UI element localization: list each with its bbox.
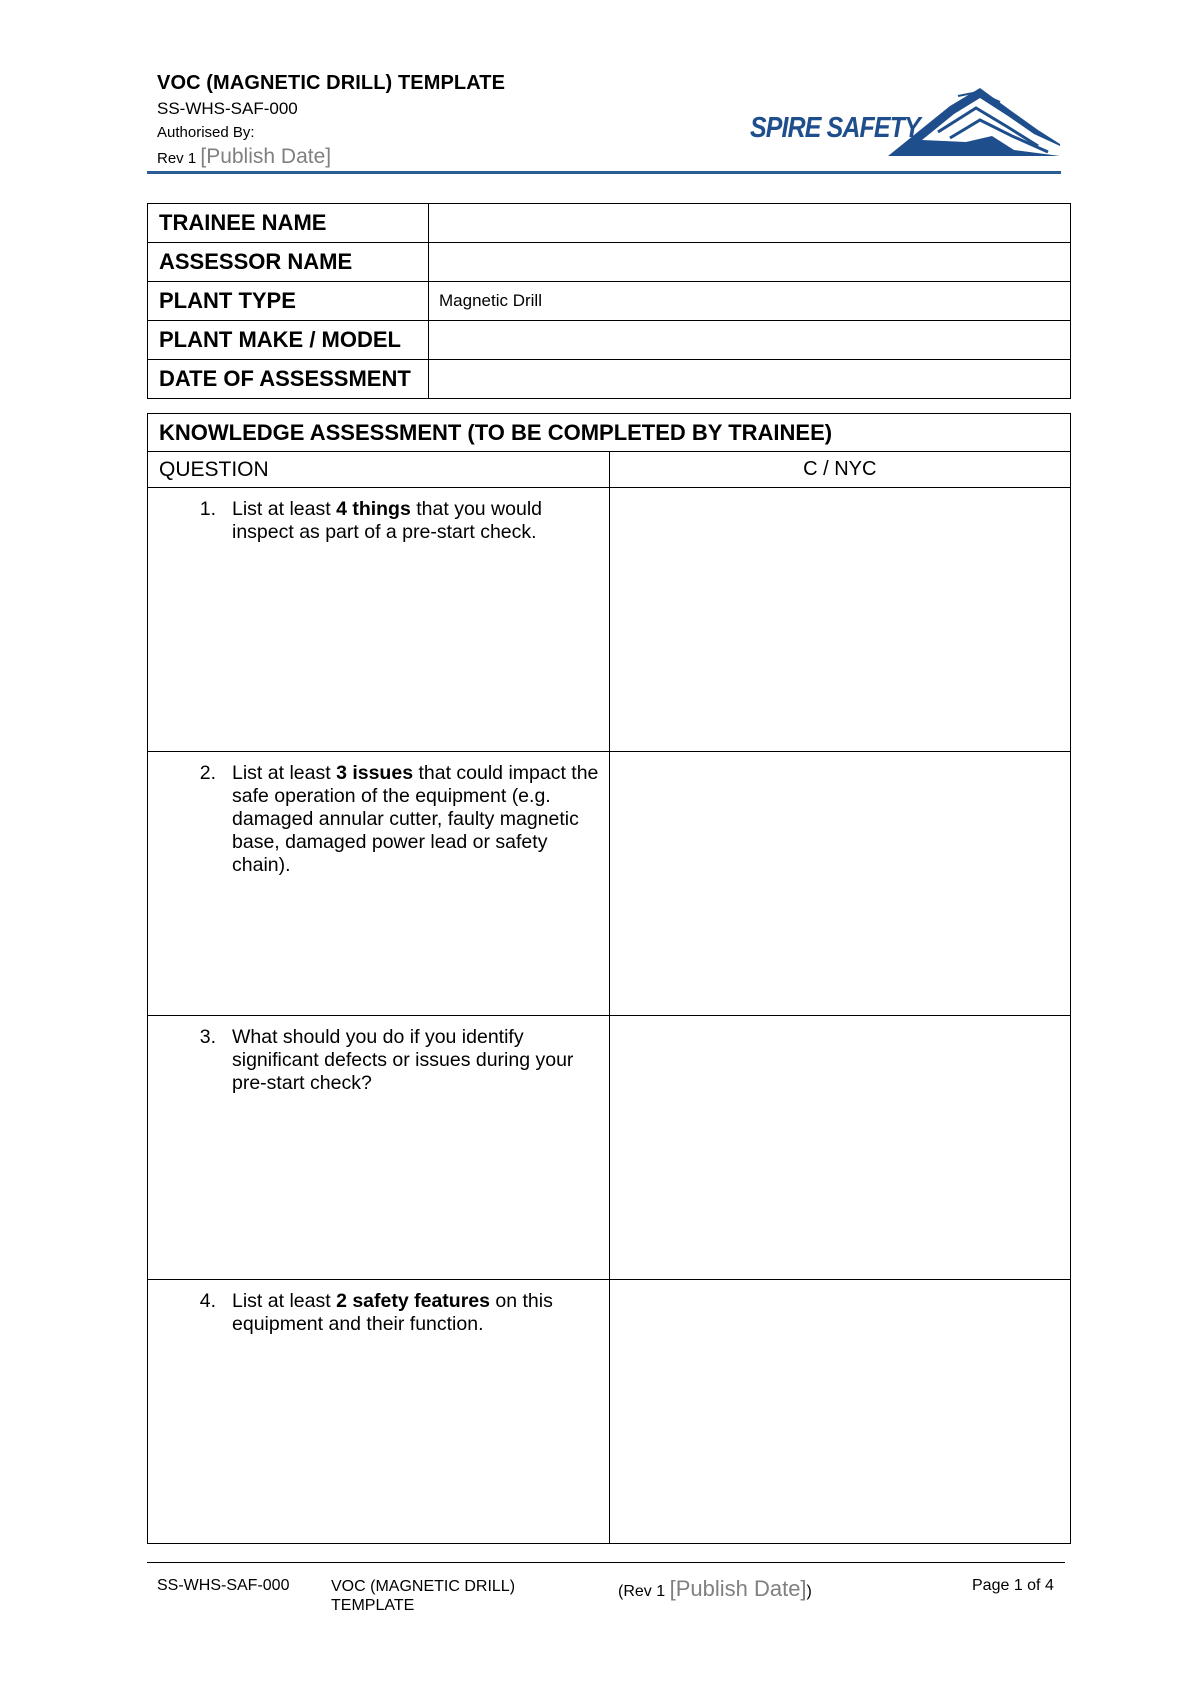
logo-wordmark: SPIRE SAFETY	[750, 112, 920, 144]
revision-label: Rev 1	[157, 150, 197, 167]
question-cell[interactable]	[148, 752, 610, 1016]
question-number: 1.	[199, 498, 216, 520]
footer-document-title: VOC (MAGNETIC DRILL) TEMPLATE	[331, 1578, 516, 1614]
question-text: What should you do if you identify significant defects or issues during your pre-start check?	[232, 1026, 574, 1094]
plant-make-model-label: PLANT MAKE / MODEL	[148, 321, 429, 360]
trainee-name-field[interactable]	[429, 204, 1071, 243]
mountain-logo-icon	[888, 88, 1060, 158]
table-row	[148, 452, 1071, 488]
question-cell[interactable]	[148, 1280, 610, 1544]
plant-make-model-field[interactable]	[429, 321, 1071, 360]
result-cell[interactable]	[609, 1280, 1071, 1544]
question-number: 4.	[199, 1290, 216, 1312]
assessor-name-field[interactable]	[429, 243, 1071, 282]
question-text: List at least 2 safety features on this equipment and their function.	[232, 1290, 553, 1335]
plant-type-label: PLANT TYPE	[148, 282, 429, 321]
trainee-info-table	[147, 203, 1071, 399]
footer-revision: (Rev 1 [Publish Date])	[618, 1576, 812, 1601]
question-text: List at least 3 issues that could impact the safe operation of the equipment (e.g. damaged annular cutter, faulty magnetic base, damaged power lead or safety chain).	[232, 762, 599, 876]
date-of-assessment-field[interactable]	[429, 360, 1071, 399]
question-number: 3.	[199, 1026, 216, 1048]
table-row	[148, 1016, 1071, 1280]
question-cell[interactable]	[148, 1016, 610, 1280]
spire-safety-logo	[750, 88, 1060, 158]
table-row	[148, 752, 1071, 1016]
question-text: List at least 4 things that you would inspect as part of a pre-start check.	[232, 498, 542, 543]
question-number: 2.	[199, 762, 216, 784]
authorised-by: Authorised By:	[157, 124, 255, 141]
header-rule	[147, 171, 1061, 174]
table-row	[148, 488, 1071, 752]
table-row	[148, 282, 1071, 321]
date-of-assessment-label: DATE OF ASSESSMENT	[148, 360, 429, 399]
footer-publish-date-placeholder[interactable]: [Publish Date]	[669, 1576, 807, 1601]
question-column-header: QUESTION	[148, 452, 610, 488]
document-number: SS-WHS-SAF-000	[157, 99, 298, 118]
trainee-name-label: TRAINEE NAME	[148, 204, 429, 243]
table-row	[148, 414, 1071, 452]
document-title: VOC (MAGNETIC DRILL) TEMPLATE	[157, 72, 506, 94]
table-row	[148, 321, 1071, 360]
assessor-name-label: ASSESSOR NAME	[148, 243, 429, 282]
result-cell[interactable]	[609, 1016, 1071, 1280]
publish-date-placeholder[interactable]: [Publish Date]	[200, 145, 332, 168]
revision-line	[157, 145, 331, 169]
footer-document-number: SS-WHS-SAF-000	[157, 1577, 290, 1594]
knowledge-assessment-heading: KNOWLEDGE ASSESSMENT (TO BE COMPLETED BY TRAINEE)	[148, 414, 1071, 452]
result-column-header: C / NYC	[609, 452, 1071, 488]
footer-rule	[147, 1562, 1065, 1563]
knowledge-assessment-table	[147, 413, 1071, 1544]
table-row	[148, 243, 1071, 282]
table-row	[148, 204, 1071, 243]
result-cell[interactable]	[609, 752, 1071, 1016]
result-cell[interactable]	[609, 488, 1071, 752]
plant-type-field[interactable]: Magnetic Drill	[429, 282, 1071, 321]
page-number: Page 1 of 4	[972, 1577, 1054, 1594]
question-cell[interactable]	[148, 488, 610, 752]
table-row	[148, 360, 1071, 399]
table-row	[148, 1280, 1071, 1544]
